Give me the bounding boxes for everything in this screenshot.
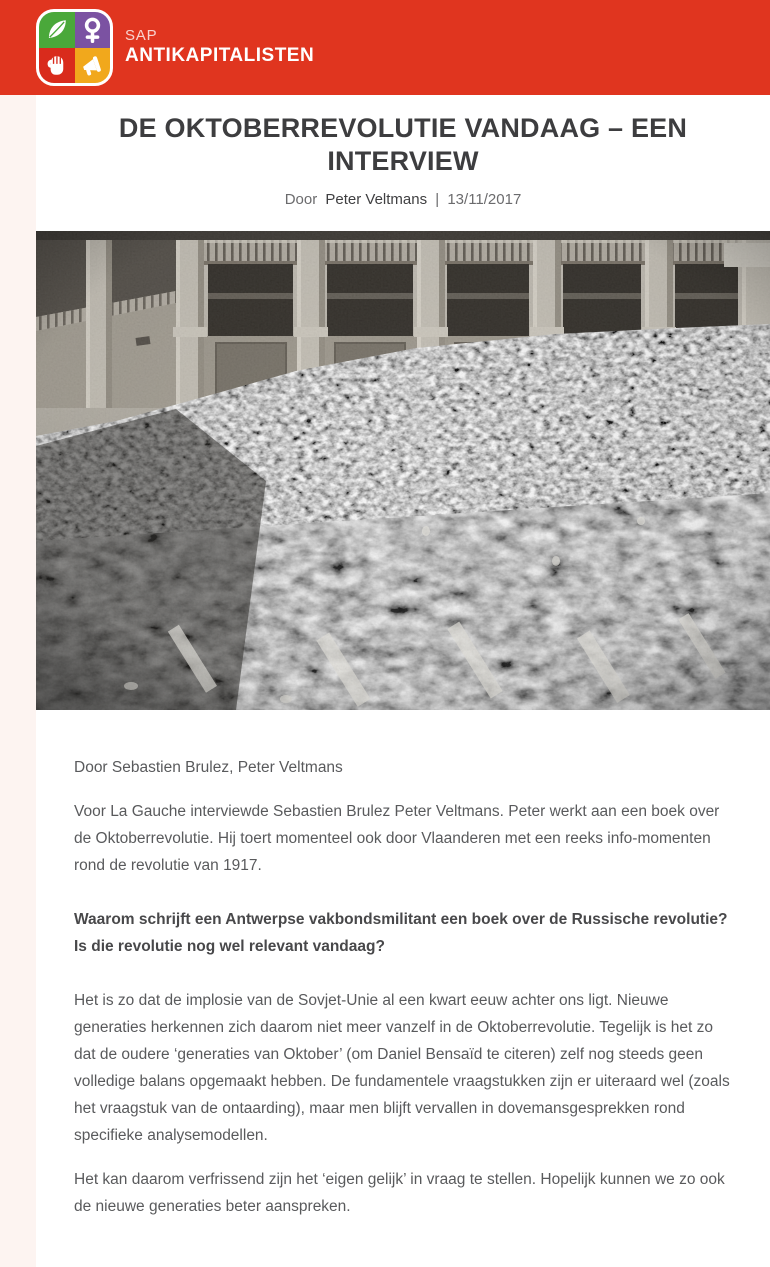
- article-paragraph-question: Waarom schrijft een Antwerpse vakbondsmilitant een boek over de Russische revolutie? Is die revolutie nog wel relevant vandaag?: [74, 911, 728, 955]
- article-body: [36, 710, 770, 1267]
- venus-icon: [75, 12, 111, 48]
- page-title: [36, 112, 770, 178]
- article-paragraph: Het is zo dat de implosie van de Sovjet-Unie al een kwart eeuw achter ons ligt. Nieuwe generaties herkennen zich daarom niet meer vanzelf in de Oktoberrevolutie. Tegelijk is het zo dat de oudere ‘generaties van Oktober’ (om Daniel Bensaïd te citeren) zelf nog steeds geen volledige balans opgemaakt hebben. De fundamentele vraagstukken zijn er uiteraard wel (zoals het vraagstuk van de ontaarding), maar men blijft vervallen in dovemansgesprekken rond specifieke analysemodellen.: [74, 992, 730, 1144]
- page-title-line-1: DE OKTOBERREVOLUTIE VANDAAG – EEN: [118, 113, 688, 143]
- article-hero-image: [36, 231, 770, 710]
- article-paragraph: Voor La Gauche interviewde Sebastien Brulez Peter Veltmans. Peter werkt aan een boek over de Oktoberrevolutie. Hij toert momenteel ook door Vlaanderen met een reeks info-momenten rond de revolutie van 1917.: [74, 803, 720, 874]
- byline-date: 13/11/2017: [447, 191, 522, 208]
- byline-prefix: Door: [284, 191, 318, 208]
- site-header: [0, 0, 770, 95]
- byline-separator: |: [435, 191, 440, 208]
- brand-bottom-label: ANTIKAPITALISTEN: [125, 45, 315, 67]
- byline: [36, 189, 770, 210]
- logo-badge: [36, 9, 113, 86]
- site-logo[interactable]: [36, 9, 314, 86]
- brand-top-label: SAP: [125, 27, 158, 45]
- fist-icon: [39, 48, 75, 84]
- brand-text: [125, 28, 314, 66]
- megaphone-icon: [75, 48, 111, 84]
- page-title-line-2: INTERVIEW: [327, 146, 479, 176]
- leaf-icon: [39, 12, 75, 48]
- content-card: [36, 95, 770, 1267]
- article-paragraph: Het kan daarom verfrissend zijn het ‘eigen gelijk’ in vraag te stellen. Hopelijk kunnen we zo ook de nieuwe generaties beter aanspreken.: [74, 1171, 725, 1215]
- byline-author-link[interactable]: Peter Veltmans: [325, 191, 428, 208]
- crowd-photo-illustration: [36, 231, 770, 710]
- article-paragraph: Door Sebastien Brulez, Peter Veltmans: [74, 759, 343, 776]
